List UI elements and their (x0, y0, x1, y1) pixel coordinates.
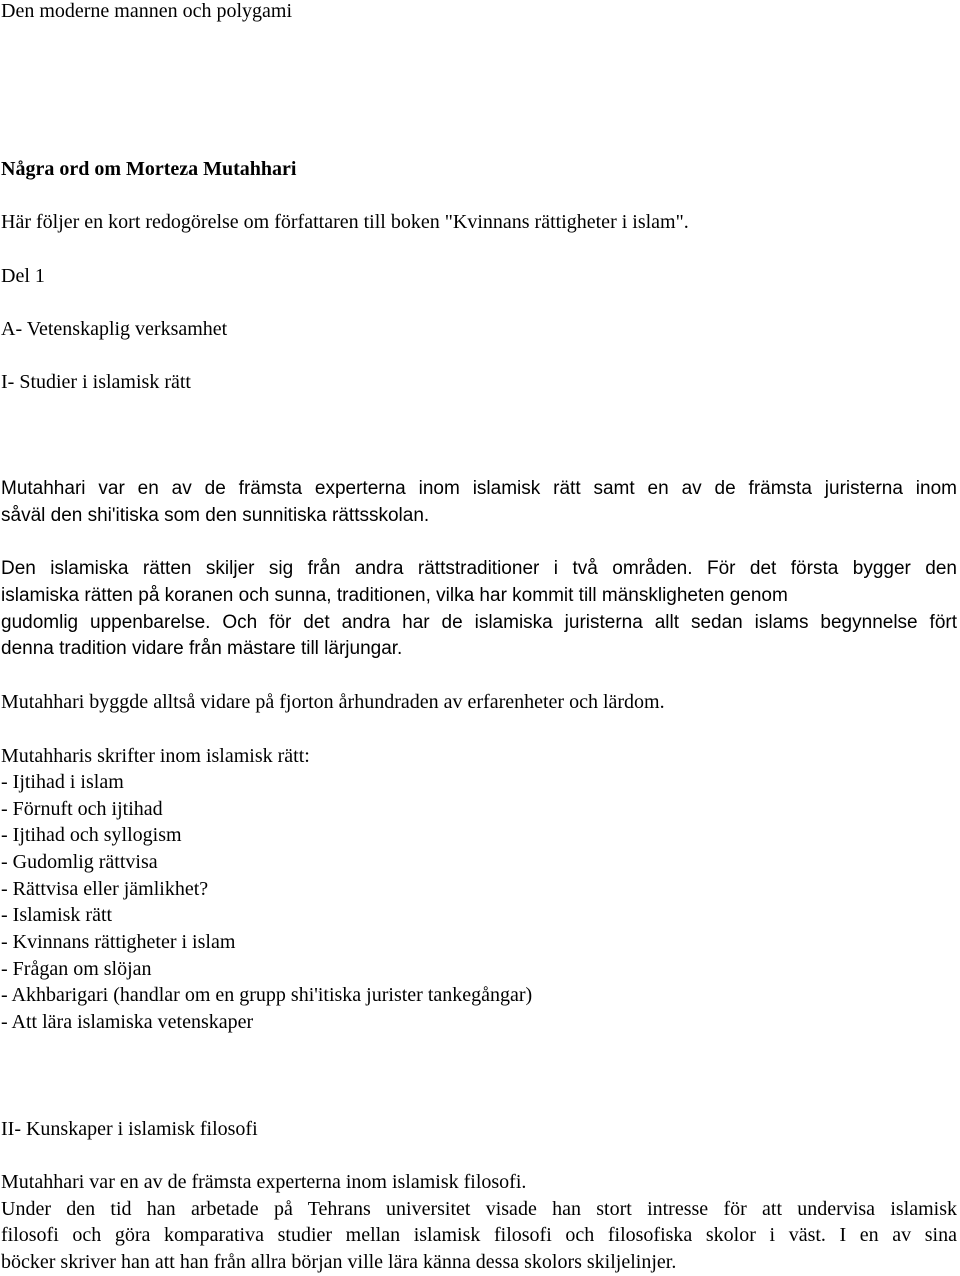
paragraph-line: islamiska rätten på koranen och sunna, traditionen, vilka har kommit till mänskligheten genom (1, 585, 788, 606)
list-item: - Rättvisa eller jämlikhet? (1, 878, 209, 900)
section-heading-a: A- Vetenskaplig verksamhet (1, 318, 228, 340)
paragraph-line: Mutahhari var en av de främsta experterna inom islamisk rätt samt en av de främsta juristerna inom (1, 478, 957, 499)
list-item: - Frågan om slöjan (1, 958, 152, 980)
paragraph-line: Under den tid han arbetade på Tehrans universitet visade han stort intresse för att undervisa islamisk (1, 1198, 957, 1220)
intro-paragraph: Här följer en kort redogörelse om författaren till boken "Kvinnans rättigheter i islam". (1, 211, 689, 233)
paragraph-line: gudomlig uppenbarelse. Och för det andra har de islamiska juristerna allt sedan islams begynnelse fört (1, 612, 957, 633)
paragraph-line: Mutahhari var en av de främsta experterna inom islamisk filosofi. (1, 1171, 527, 1193)
paragraph-line: denna tradition vidare från mästare till lärjungar. (1, 638, 403, 659)
list-item: - Gudomlig rättvisa (1, 851, 158, 873)
part-heading: Del 1 (1, 265, 45, 287)
paragraph-line: såväl den shi'itiska som den sunnitiska rättsskolan. (1, 505, 430, 526)
list-item: - Ijtihad i islam (1, 771, 124, 793)
subsection-heading-2: II- Kunskaper i islamisk filosofi (1, 1118, 258, 1140)
list-item: - Förnuft och ijtihad (1, 798, 163, 820)
list-item: - Islamisk rätt (1, 904, 113, 926)
paragraph-line: filosofi och göra komparativa studier mellan islamisk filosofi och filosofiska skolor i väst. I en av sina (1, 1224, 957, 1246)
list-item: - Ijtihad och syllogism (1, 824, 182, 846)
document-heading: Några ord om Morteza Mutahhari (1, 158, 297, 180)
paragraph-line: böcker skriver han att han från allra början ville lära känna dessa skolors skiljelinjer. (1, 1251, 677, 1273)
document-title: Den moderne mannen och polygami (1, 0, 293, 22)
list-item: - Kvinnans rättigheter i islam (1, 931, 236, 953)
list-item: - Akhbarigari (handlar om en grupp shi'itiska jurister tankegångar) (1, 984, 533, 1006)
paragraph-line: Den islamiska rätten skiljer sig från andra rättstraditioner i två områden. För det första bygger den (1, 558, 957, 579)
list-item: - Att lära islamiska vetenskaper (1, 1011, 254, 1033)
subsection-heading-1: I- Studier i islamisk rätt (1, 371, 191, 393)
paragraph-line: Mutahhari byggde alltså vidare på fjorton århundraden av erfarenheter och lärdom. (1, 691, 665, 713)
writings-heading: Mutahharis skrifter inom islamisk rätt: (1, 745, 310, 767)
